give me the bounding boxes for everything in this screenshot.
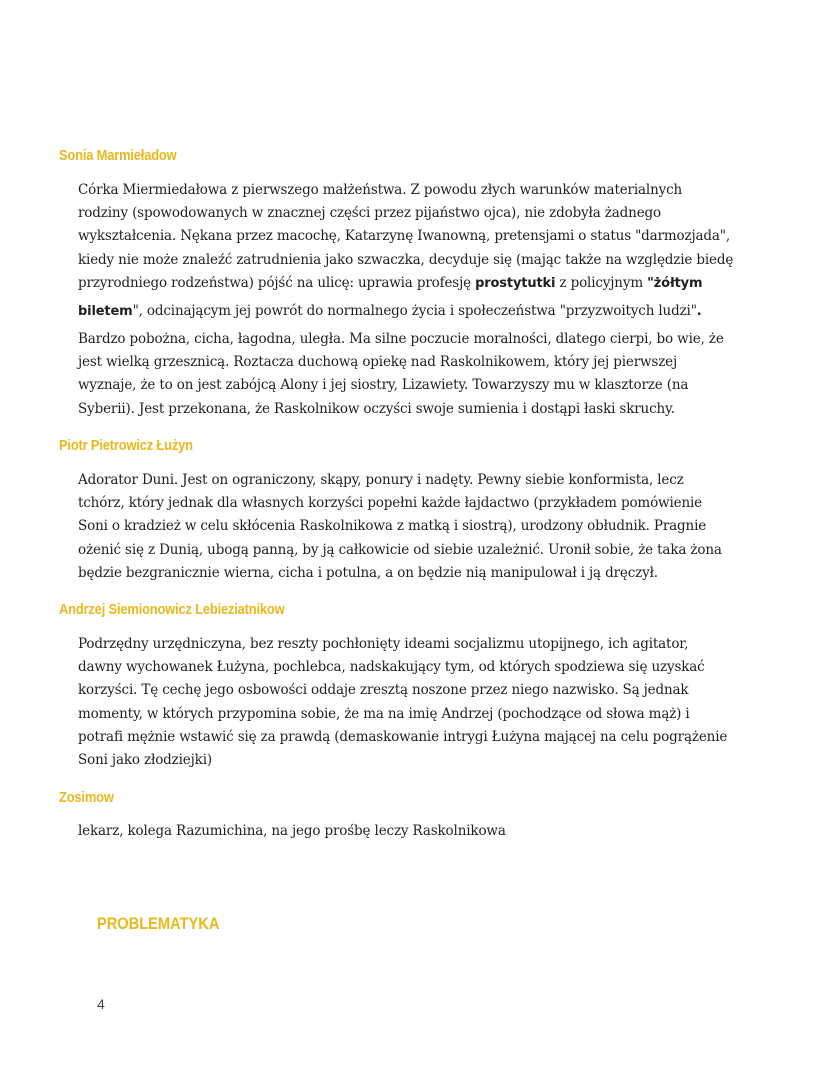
text-line: Soni jako złodziejki) (78, 752, 212, 769)
character-description-sonia (78, 179, 758, 421)
character-heading-luzyn: Piotr Pietrowicz Łużyn (59, 437, 193, 454)
character-description-lebieziatnikow (78, 633, 758, 772)
text-line: momenty, w których przypomina sobie, że ma na imię Andrzej (pochodzące od słowa mąż) i (78, 705, 690, 722)
character-description-luzyn (78, 469, 758, 585)
text-line: Podrzędny urzędniczyna, bez reszty pochłonięty ideami socjalizmu utopijnego, ich agitator, (78, 636, 689, 652)
text-line: Soni o kradzież w celu skłócenia Raskolnikowa z matką i siostrą), urodzony obłudnik. Pragnie (78, 518, 707, 535)
text-span: z policyjnym (555, 274, 648, 291)
bold-term: "żółtym (647, 275, 703, 291)
bold-term: prostytutki (475, 275, 556, 291)
text-line: potrafi mężnie wstawić się za prawdą (demaskowanie intrygi Łużyna mającej na celu pogrążenie (78, 728, 728, 745)
text-line (78, 272, 758, 295)
text-line: ożenić się z Dunią, ubogą panną, by ją całkowicie od siebie uzależnić. Uronił sobie, że taka żona (78, 541, 722, 558)
text-line: Adorator Duni. Jest on ograniczony, skąpy, ponury i nadęty. Pewny siebie konformista, lecz (78, 472, 684, 488)
bold-term: biletem (78, 304, 133, 320)
text-line: tchórz, który jednak dla własnych korzyści popełni każde łajdactwo (przykładem pomówienie (78, 495, 703, 512)
text-line: korzyści. Tę cechę jego osbowości oddaje zresztą noszone przez niego nazwisko. Są jednak (78, 682, 689, 699)
text-line: jest wielką grzesznicą. Roztacza duchową opiekę nad Raskolnikowem, który jej pierwszej (78, 354, 678, 371)
page-number: 4 (97, 996, 105, 1012)
text-span: ", odcinającym jej powrót do normalnego życia i społeczeństwa "przyzwoitych ludzi" (132, 303, 697, 320)
character-heading-zosimow: Zosimow (59, 789, 114, 806)
text-line: dawny wychowanek Łużyna, pochlebca, nadskakujący tym, od których spodziewa się uzyskać (78, 659, 705, 676)
section-title: PROBLEMATYKA (97, 914, 220, 933)
text-line: wyznaje, że to on jest zabójcą Alony i jej siostry, Lizawiety. Towarzyszy mu w klasztorze (na (78, 377, 689, 394)
text-span: przyrodniego rodzeństwa) pójść na ulicę: uprawia profesję (78, 274, 476, 291)
text-line: Córka Miermiedałowa z pierwszego małżeństwa. Z powodu złych warunków materialnych (78, 182, 683, 198)
text-line: będzie bezgranicznie wierna, cicha i potulna, a on będzie nią manipulował i ją dręczył. (78, 564, 658, 581)
character-heading-lebieziatnikow: Andrzej Siemionowicz Lebieziatnikow (59, 601, 285, 618)
text-line: kiedy nie może znaleźć zatrudnienia jako szwaczka, decyduje się (mając także na względzie biedę (78, 251, 734, 268)
text-line: lekarz, kolega Razumichina, na jego prośbę leczy Raskolnikowa (78, 823, 506, 839)
text-line (78, 295, 702, 328)
text-line: Bardzo pobożna, cicha, łagodna, uległa. Ma silne poczucie moralności, dlatego cierpi, bo wie, że (78, 331, 724, 348)
text-line: rodziny (spowodowanych w znacznej części przez pijaństwo ojca), nie zdobyła żadnego (78, 205, 662, 222)
character-heading-sonia: Sonia Marmieładow (59, 147, 177, 164)
text-line: Syberii). Jest przekonana, że Raskolnikow oczyści swoje sumienia i dostąpi łaski skruchy. (78, 400, 675, 417)
text-line: wykształcenia. Nękana przez macochę, Katarzynę Iwanowną, pretensjami o status "darmozjada", (78, 228, 730, 245)
character-description-zosimow (78, 820, 758, 843)
bold-term: . (696, 304, 702, 320)
